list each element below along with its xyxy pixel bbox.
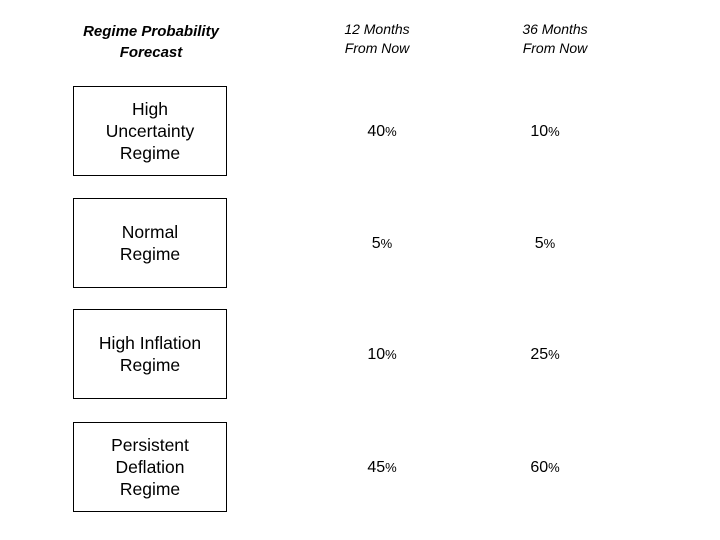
probability-36m-high-inflation <box>515 345 575 365</box>
regime-box-persistent-deflation <box>73 422 227 512</box>
regime-label-line: High Inflation <box>98 333 202 353</box>
regime-label-line: Deflation <box>115 457 185 477</box>
column-header-36-line-1: 36 Months <box>522 21 588 37</box>
probability-number: 25 <box>530 346 549 363</box>
percent-sign: % <box>380 236 393 251</box>
percent-sign: % <box>543 236 556 251</box>
percent-sign: % <box>548 460 560 475</box>
forecast-title-line-1: Regime Probability <box>83 23 219 40</box>
probability-12m-high-inflation <box>352 345 412 365</box>
probability-12m-normal <box>352 234 412 254</box>
percent-sign: % <box>385 347 397 362</box>
column-header-12-line-1: 12 Months <box>344 21 410 37</box>
probability-number: 10 <box>367 346 386 363</box>
regime-label-line: Regime <box>119 244 181 264</box>
probability-number: 5 <box>534 235 544 252</box>
regime-label-line: Uncertainty <box>105 121 195 141</box>
percent-sign: % <box>548 347 560 362</box>
regime-label-line: Regime <box>119 355 181 375</box>
percent-sign: % <box>385 460 397 475</box>
regime-label-line: Regime <box>119 479 181 499</box>
probability-number: 10 <box>530 123 549 140</box>
probability-12m-persistent-deflation <box>352 458 412 478</box>
probability-12m-high-uncertainty <box>352 122 412 142</box>
forecast-title-line-2: Forecast <box>119 44 183 61</box>
regime-label-line: High <box>132 99 168 119</box>
probability-number: 60 <box>530 459 549 476</box>
regime-label-line: Persistent <box>111 435 189 455</box>
column-header-12-line-2: From Now <box>344 40 410 56</box>
regime-label-line: Normal <box>121 222 179 242</box>
forecast-title <box>60 21 242 63</box>
regime-box-high-inflation <box>73 309 227 399</box>
column-header-12-months <box>317 20 437 58</box>
column-header-36-line-2: From Now <box>522 40 588 56</box>
percent-sign: % <box>385 124 397 139</box>
regime-box-normal <box>73 198 227 288</box>
probability-36m-high-uncertainty <box>515 122 575 142</box>
probability-number: 45 <box>367 459 386 476</box>
probability-36m-normal <box>515 234 575 254</box>
regime-box-high-uncertainty <box>73 86 227 176</box>
percent-sign: % <box>548 124 560 139</box>
probability-36m-persistent-deflation <box>515 458 575 478</box>
regime-label-line: Regime <box>119 143 181 163</box>
probability-number: 5 <box>371 235 381 252</box>
column-header-36-months <box>495 20 615 58</box>
probability-number: 40 <box>367 123 386 140</box>
